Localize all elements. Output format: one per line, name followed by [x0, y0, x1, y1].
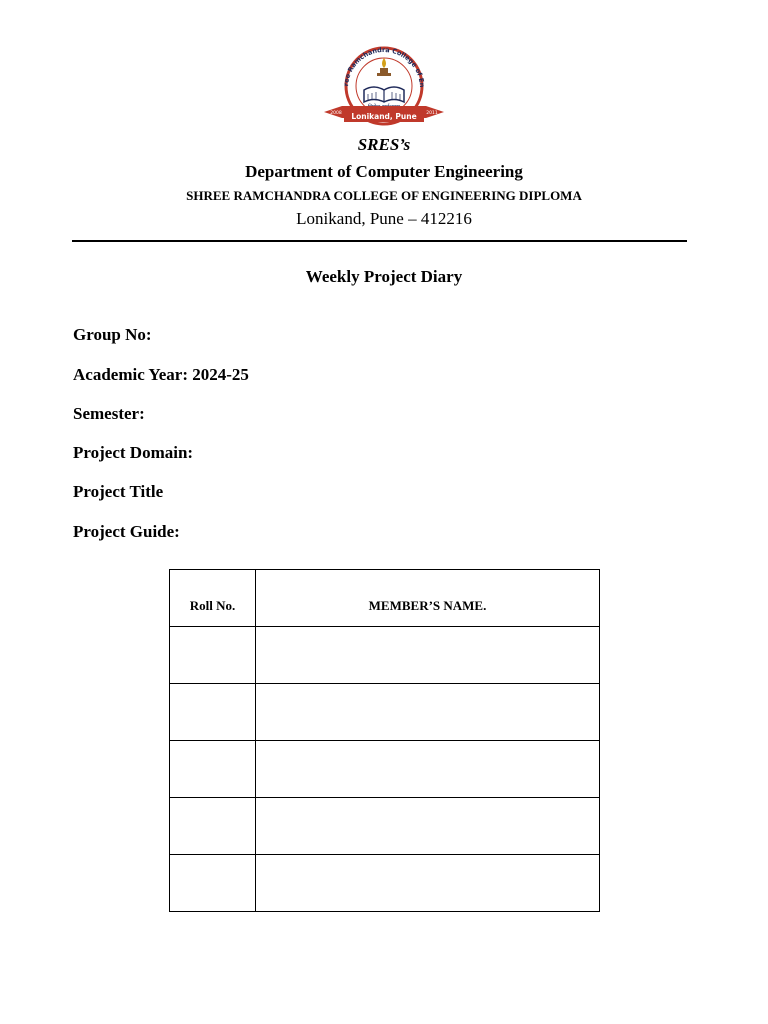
table-row: [170, 627, 600, 684]
table-row: [170, 798, 600, 855]
document-title: Weekly Project Diary: [305, 267, 463, 286]
org-abbrev: SRES’s: [357, 135, 411, 154]
logo-year-right: 2011: [426, 111, 438, 116]
members-table: [169, 569, 600, 912]
member-name-cell[interactable]: [256, 684, 600, 741]
college-address: Lonikand, Pune – 412216: [296, 209, 472, 228]
header-roll-no: Roll No.: [170, 570, 256, 627]
field-academic-year: Academic Year: 2024-25: [73, 365, 249, 384]
member-name-cell[interactable]: [256, 627, 600, 684]
field-project-guide: Project Guide:: [73, 522, 180, 541]
roll-no-cell[interactable]: [170, 684, 256, 741]
roll-no-cell[interactable]: [170, 627, 256, 684]
logo-ribbon-text: Lonikand, Pune: [351, 112, 417, 121]
table-row: [170, 855, 600, 912]
college-logo: [322, 44, 446, 126]
header-member-name: MEMBER’S NAME.: [256, 570, 600, 627]
header-divider: [72, 240, 687, 242]
member-name-cell[interactable]: [256, 798, 600, 855]
department-name: Department of Computer Engineering: [245, 162, 523, 181]
member-name-cell[interactable]: [256, 741, 600, 798]
roll-no-cell[interactable]: [170, 855, 256, 912]
roll-no-cell[interactable]: [170, 798, 256, 855]
logo-arc-text: ree Ramchandra College of En: [342, 45, 427, 88]
field-group-no: Group No:: [73, 325, 152, 344]
roll-no-cell[interactable]: [170, 741, 256, 798]
table-row: [170, 741, 600, 798]
field-project-domain: Project Domain:: [73, 443, 194, 462]
table-row: [170, 684, 600, 741]
table-header-row: [170, 570, 600, 627]
field-project-title: Project Title: [73, 482, 164, 501]
college-name: SHREE RAMCHANDRA COLLEGE OF ENGINEERING DIPLOMA: [186, 188, 582, 203]
field-semester: Semester:: [73, 404, 145, 423]
member-name-cell[interactable]: [256, 855, 600, 912]
logo-year-left: 2008: [330, 111, 342, 116]
